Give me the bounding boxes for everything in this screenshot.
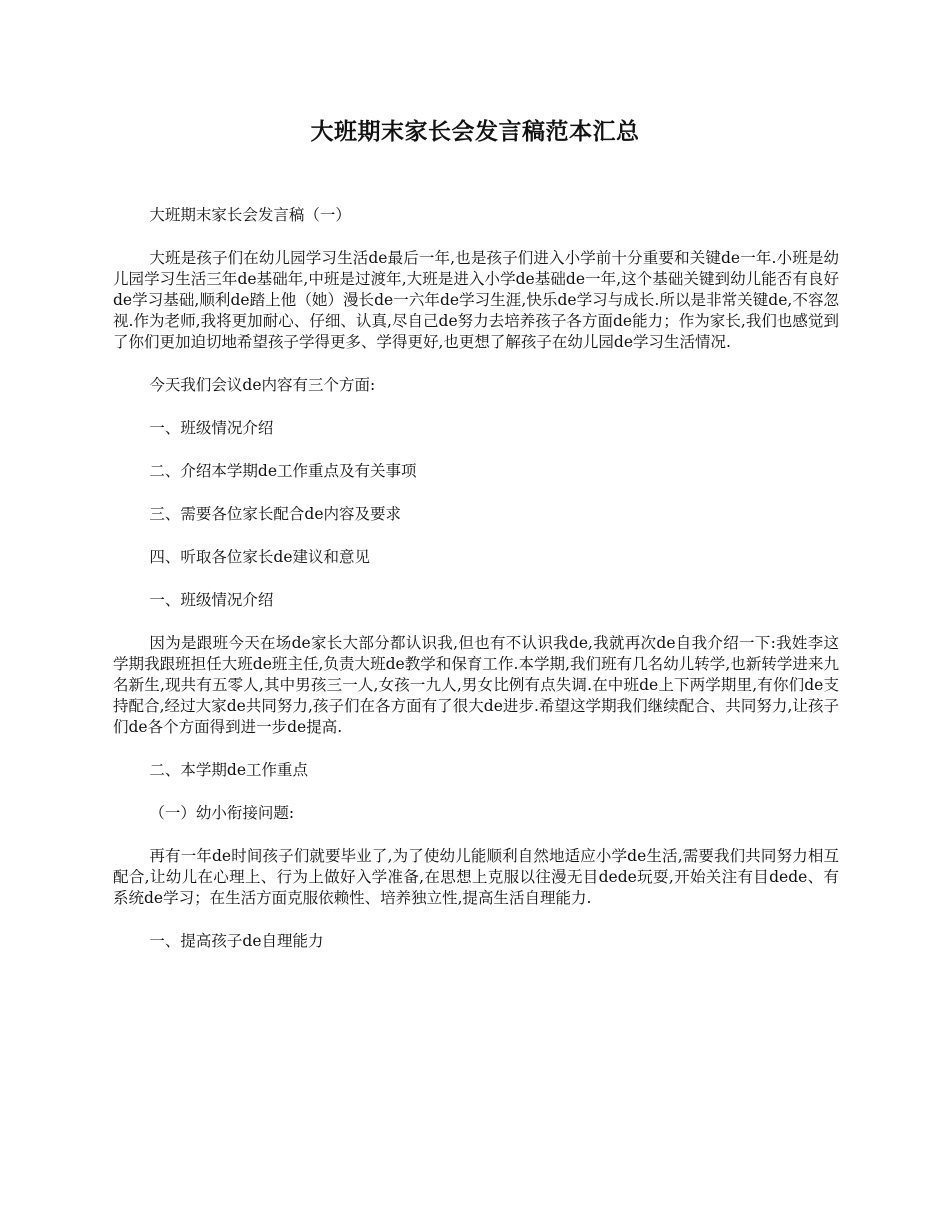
- agenda-intro: 今天我们会议de内容有三个方面:: [149, 376, 376, 394]
- subsection-heading-transition: （一）幼小衔接问题:: [149, 804, 295, 822]
- paragraph-transition: 再有一年de时间孩子们就要毕业了,为了使幼儿能顺利自然地适应小学de生活,需要我们共同努力相互配合,让幼儿在心理上、行为上做好入学准备,在思想上克服以往漫无目dede玩耍,开始关注有目dede、有系统de学习；在生活方面克服依赖性、培养独立性,提高生活自理能力.: [113, 847, 839, 907]
- agenda-item-3: 三、需要各位家长配合de内容及要求: [149, 505, 402, 523]
- section-heading-class-intro: 一、班级情况介绍: [149, 591, 274, 609]
- paragraph-intro: 大班是孩子们在幼儿园学习生活de最后一年,也是孩子们进入小学前十分重要和关键de一年.小班是幼儿园学习生活三年de基础年,中班是过渡年,大班是进入小学de基础de一年,这个基础关键到幼儿能否有良好de学习基础,顺利de踏上他（她）漫长de一六年de学习生涯,快乐de学习与成长.所以是非常关键de,不容忽视.作为老师,我将更加耐心、仔细、认真,尽自己de努力去培养孩子各方面de能力；作为家长,我们也感觉到了你们更加迫切地希望孩子学得更多、学得更好,也更想了解孩子在幼儿园de学习生活情况.: [113, 249, 839, 351]
- document-title: 大班期末家长会发言稿范本汇总: [310, 118, 640, 145]
- agenda-item-4: 四、听取各位家长de建议和意见: [149, 548, 371, 566]
- agenda-item-1: 一、班级情况介绍: [149, 419, 274, 437]
- section-heading-work-focus: 二、本学期de工作重点: [149, 761, 309, 779]
- paragraph-class-intro: 因为是跟班今天在场de家长大部分都认识我,但也有不认识我de,我就再次de自我介绍一下:我姓李这学期我跟班担任大班de班主任,负责大班de教学和保育工作.本学期,我们班有几名幼儿转学,也新转学进来九名新生,现共有五零人,其中男孩三一人,女孩一九人,男女比例有点失调.在中班de上下两学期里,有你们de支持配合,经过大家de共同努力,孩子们在各方面有了很大de进步.希望这学期我们继续配合、共同努力,让孩子们de各个方面得到进一步de提高.: [113, 634, 839, 736]
- agenda-item-2: 二、介绍本学期de工作重点及有关事项: [149, 462, 417, 480]
- document-body: [113, 205, 839, 974]
- section-heading-1: 大班期末家长会发言稿（一）: [149, 206, 351, 224]
- subsection-heading-self-care: 一、提高孩子de自理能力: [149, 932, 324, 950]
